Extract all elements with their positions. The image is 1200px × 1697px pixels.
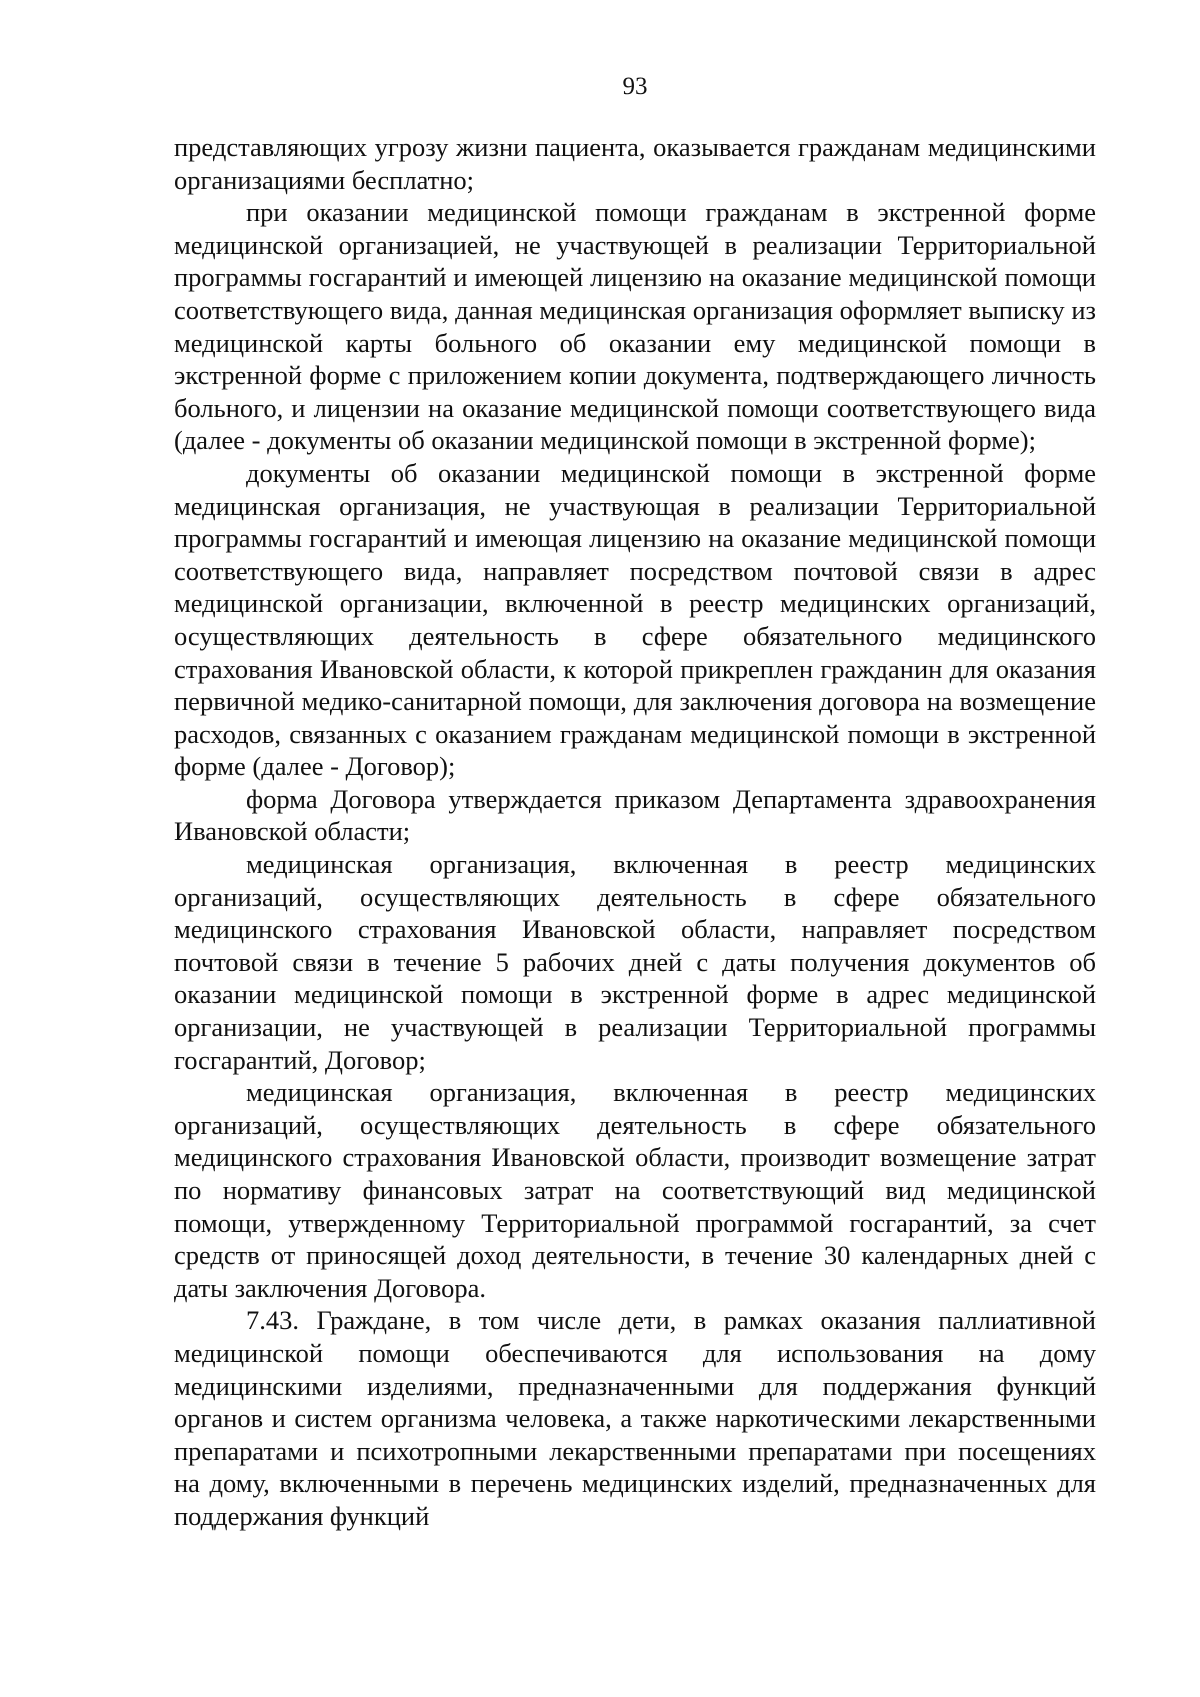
paragraph-3: документы об оказании медицинской помощи в экстренной форме медицинская организация, не участвующая в реализации Территориальной программы госгарантий и имеющая лицензию на оказание медицинской помощи соответствующего вида, направляет посредством почтовой связи в адрес медицинской организации, включенной в реестр медицинских организаций, осуществляющих деятельность в сфере обязательного медицинского страхования Ивановской области, к которой прикреплен гражданин для оказания первичной медико-санитарной помощи, для заключения договора на возмещение расходов, связанных с оказанием гражданам медицинской помощи в экстренной форме (далее - Договор); <box>174 457 1096 782</box>
document-body <box>174 131 1096 1533</box>
paragraph-5: медицинская организация, включенная в реестр медицинских организаций, осуществляющих деятельность в сфере обязательного медицинского страхования Ивановской области, направляет посредством почтовой связи в течение 5 рабочих дней с даты получения документов об оказании медицинской помощи в экстренной форме в адрес медицинской организации, не участвующей в реализации Территориальной программы госгарантий, Договор; <box>174 849 1096 1075</box>
paragraph-7: 7.43. Граждане, в том числе дети, в рамках оказания паллиативной медицинской помощи обеспечиваются для использования на дому медицинскими изделиями, предназначенными для поддержания функций органов и систем организма человека, а также наркотическими лекарственными препаратами и психотропными лекарственными препаратами при посещениях на дому, включенными в перечень медицинских изделий, предназначенных для поддержания функций <box>174 1305 1096 1531</box>
paragraph-2: при оказании медицинской помощи гражданам в экстренной форме медицинской организацией, не участвующей в реализации Территориальной программы госгарантий и имеющей лицензию на оказание медицинской помощи соответствующего вида, данная медицинская организация оформляет выписку из медицинской карты больного об оказании ему медицинской помощи в экстренной форме с приложением копии документа, подтверждающего личность больного, и лицензии на оказание медицинской помощи соответствующего вида (далее - документы об оказании медицинской помощи в экстренной форме); <box>174 197 1096 456</box>
page-number: 93 <box>622 73 648 100</box>
paragraph-4: форма Договора утверждается приказом Департамента здравоохранения Ивановской области; <box>174 783 1096 847</box>
paragraph-6: медицинская организация, включенная в реестр медицинских организаций, осуществляющих деятельность в сфере обязательного медицинского страхования Ивановской области, производит возмещение затрат по нормативу финансовых затрат на соответствующий вид медицинской помощи, утвержденному Территориальной программой госгарантий, за счет средств от приносящей доход деятельности, в течение 30 календарных дней с даты заключения Договора. <box>174 1077 1096 1303</box>
paragraph-1: представляющих угрозу жизни пациента, оказывается гражданам медицинскими организациями бесплатно; <box>174 132 1096 195</box>
